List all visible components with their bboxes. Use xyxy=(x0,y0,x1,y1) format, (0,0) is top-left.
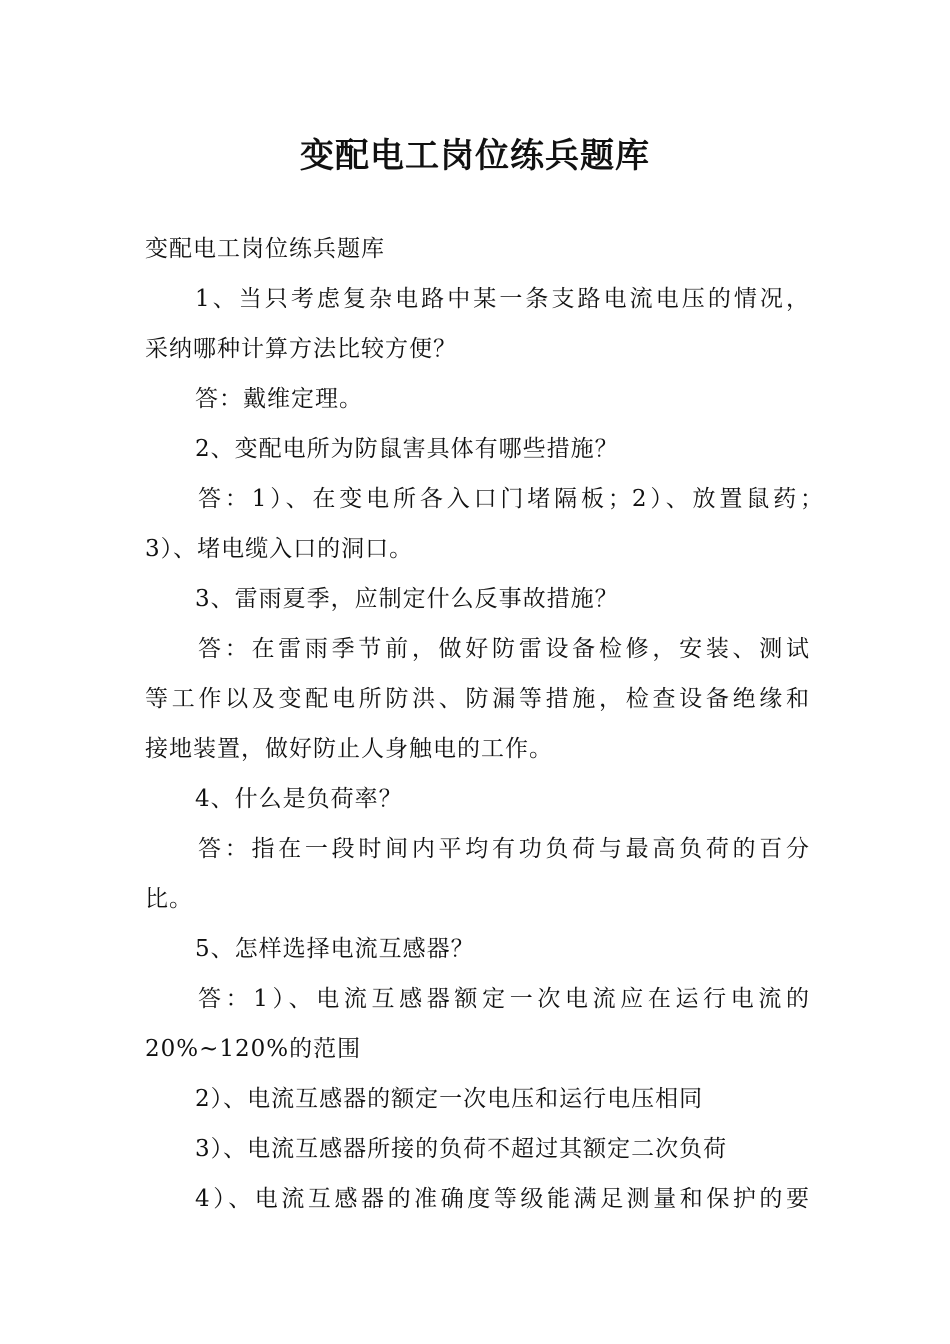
answer-5-item-2: 2）、电流互感器的额定一次电压和运行电压相同 xyxy=(195,1086,704,1112)
answer-4-line-1: 答：指在一段时间内平均有功负荷与最高负荷的百分 xyxy=(198,836,810,862)
answer-2-line-1: 答：1）、在变电所各入口门堵隔板；2）、放置鼠药； xyxy=(198,486,824,512)
answer-5-line-2: 20%~120%的范围 xyxy=(145,1036,362,1062)
document-title: 变配电工岗位练兵题库 xyxy=(300,136,650,176)
question-4: 4、什么是负荷率？ xyxy=(195,786,403,812)
question-1-line-1: 1、当只考虑复杂电路中某一条支路电流电压的情况， xyxy=(195,286,810,312)
answer-5-item-4: 4）、电流互感器的准确度等级能满足测量和保护的要 xyxy=(195,1186,810,1212)
document-subtitle: 变配电工岗位练兵题库 xyxy=(145,236,385,262)
answer-3-line-3: 接地装置，做好防止人身触电的工作。 xyxy=(145,736,553,762)
answer-4-line-2: 比。 xyxy=(145,886,193,912)
answer-3-line-1: 答：在雷雨季节前，做好防雷设备检修，安装、测试 xyxy=(198,636,810,662)
question-2: 2、变配电所为防鼠害具体有哪些措施？ xyxy=(195,436,619,462)
answer-1: 答：戴维定理。 xyxy=(195,386,363,412)
answer-5-line-1: 答：1）、电流互感器额定一次电流应在运行电流的 xyxy=(198,986,810,1012)
answer-2-line-2: 3）、堵电缆入口的洞口。 xyxy=(145,536,414,562)
answer-3-line-2: 等工作以及变配电所防洪、防漏等措施，检查设备绝缘和 xyxy=(145,686,810,712)
question-1-line-2: 采纳哪种计算方法比较方便？ xyxy=(145,336,457,362)
answer-5-item-3: 3）、电流互感器所接的负荷不超过其额定二次负荷 xyxy=(195,1136,728,1162)
question-5: 5、怎样选择电流互感器？ xyxy=(195,936,475,962)
question-3: 3、雷雨夏季，应制定什么反事故措施？ xyxy=(195,586,619,612)
